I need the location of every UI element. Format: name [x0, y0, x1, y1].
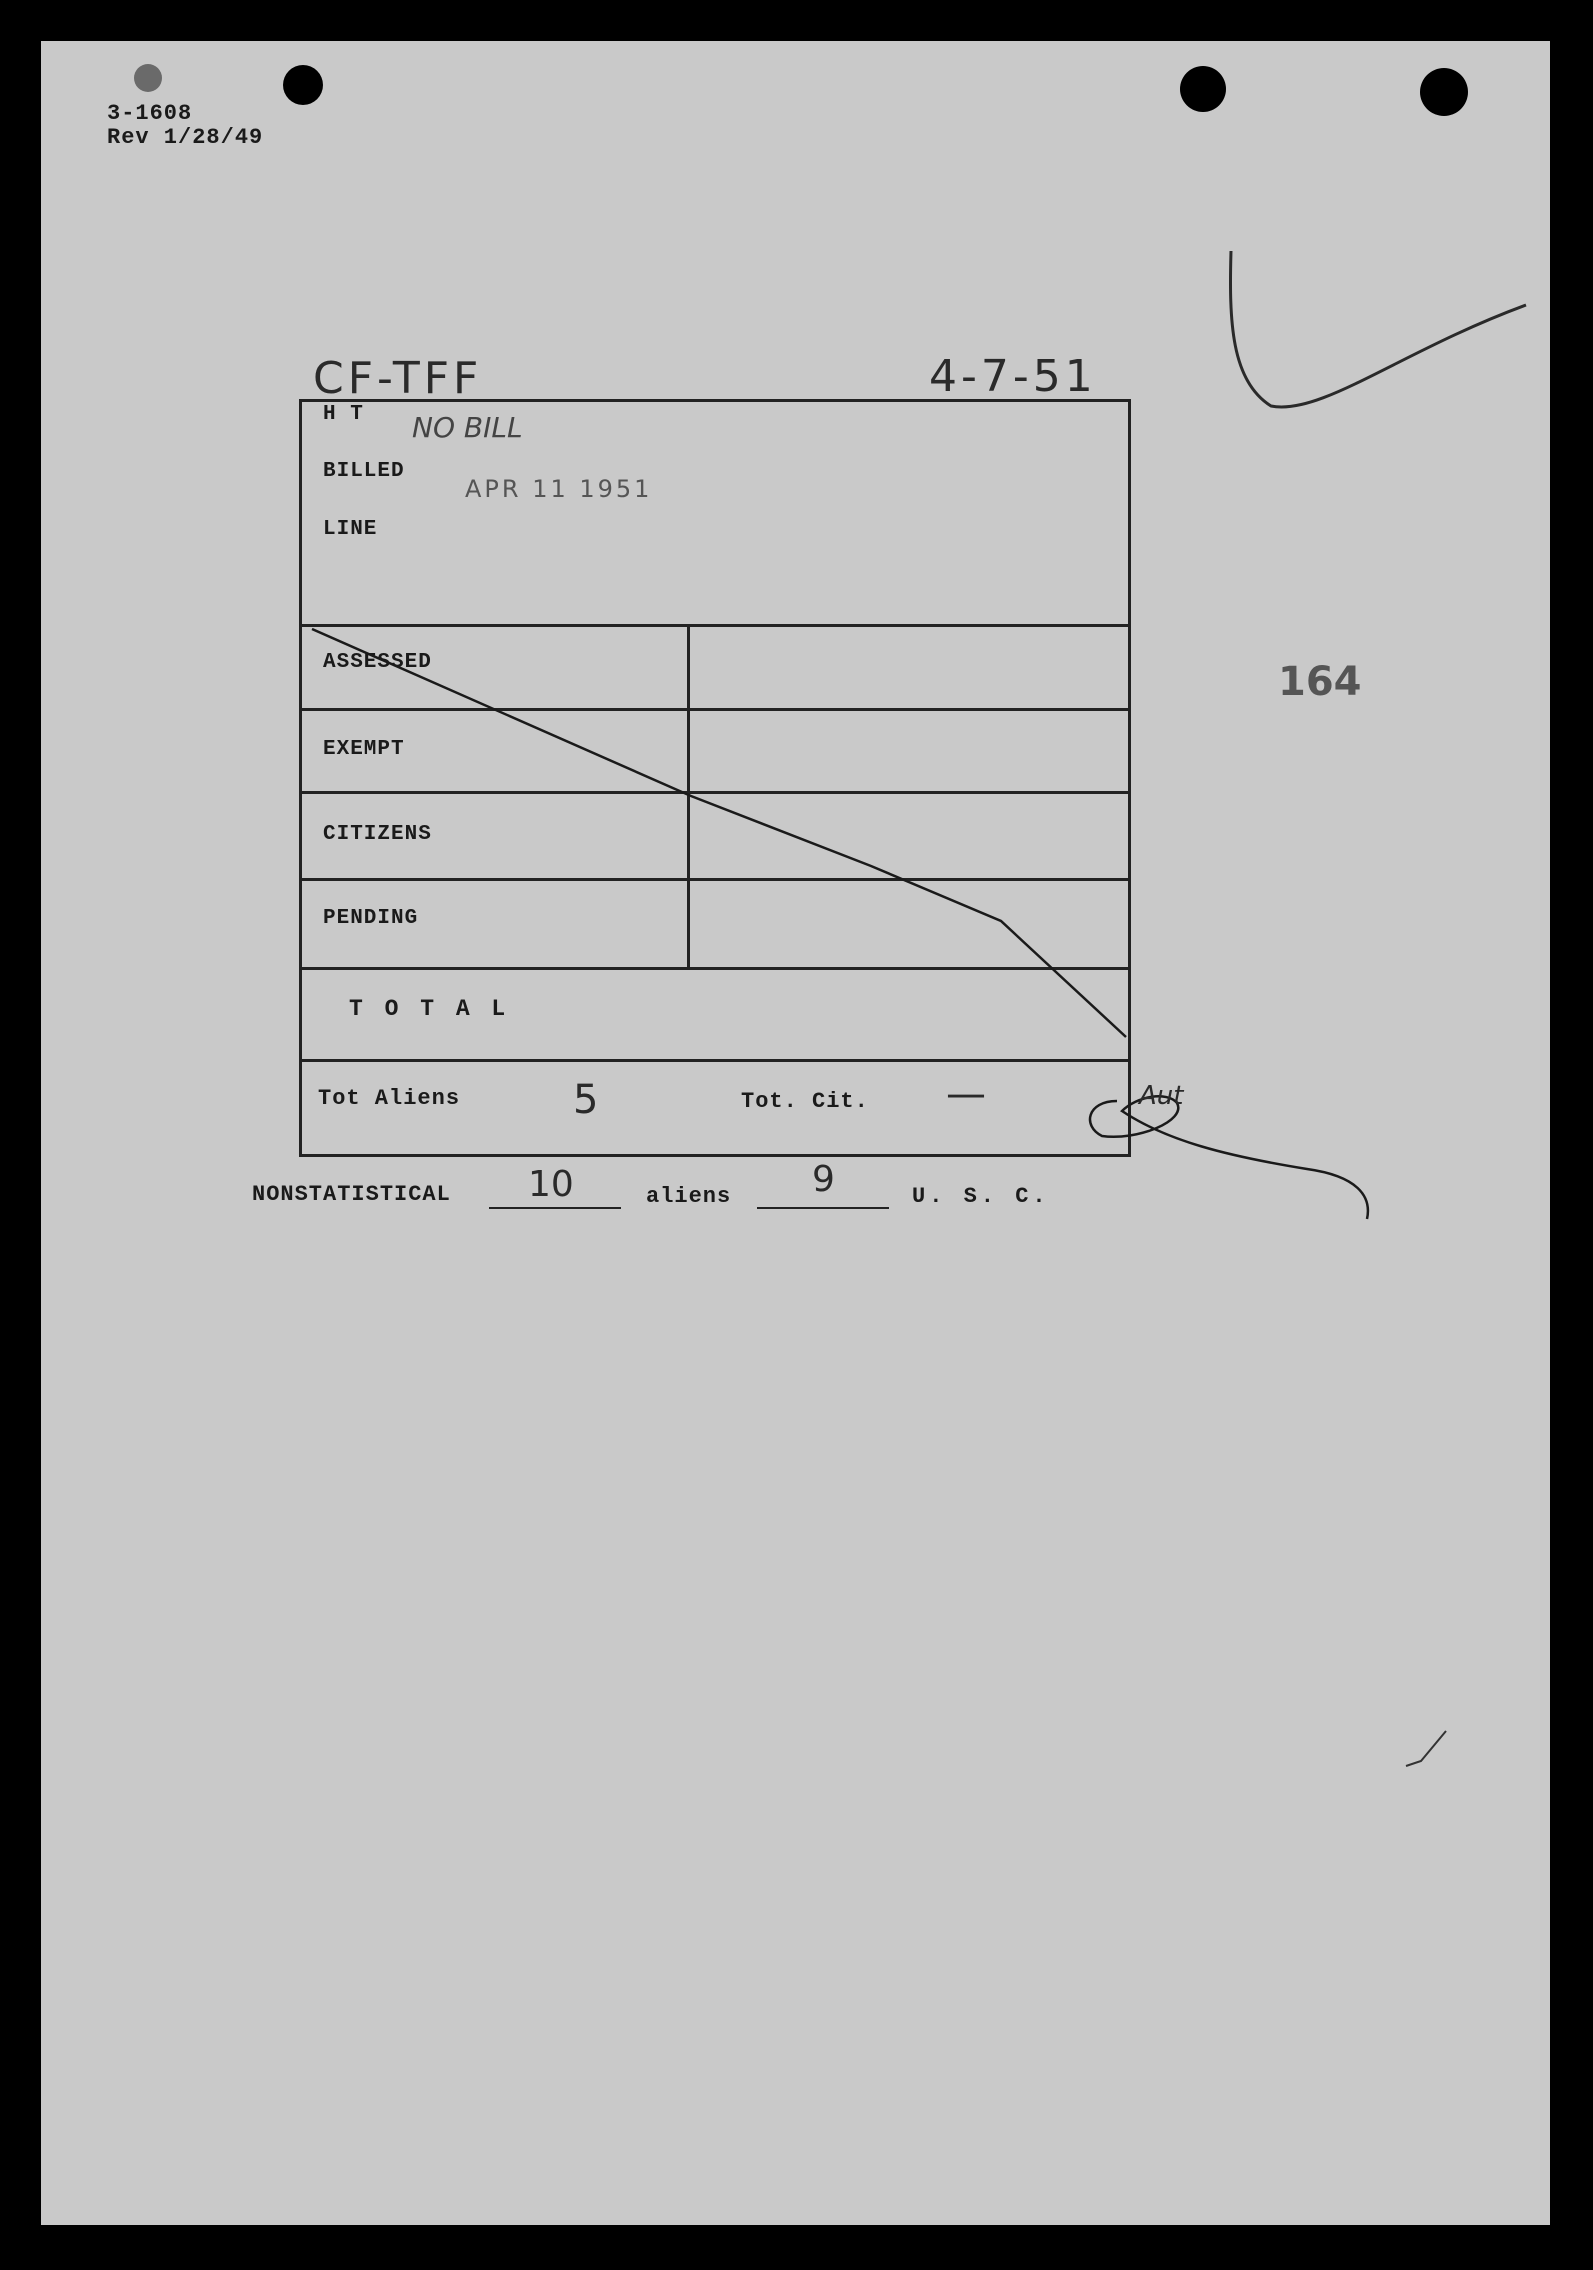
tot-aliens-value: 5 — [573, 1077, 599, 1123]
nonstat-usc-value: 9 — [812, 1159, 835, 1200]
tot-aliens-label: Tot Aliens — [318, 1086, 461, 1111]
row-label-ht: H T — [323, 403, 364, 426]
nonstatistical-label: NONSTATISTICAL — [252, 1182, 451, 1207]
nonstat-usc-label: U. S. C. — [912, 1184, 1050, 1209]
header-left-code: CF-TFF — [313, 353, 483, 404]
row-label-assessed: ASSESSED — [323, 651, 432, 674]
form-code: 3-1608 — [107, 101, 193, 126]
form-revision: Rev 1/28/49 — [107, 125, 264, 150]
aliens-underline — [489, 1207, 621, 1209]
nonstat-aliens-label: aliens — [646, 1184, 732, 1209]
header-date: 4-7-51 — [929, 351, 1097, 402]
initials-scrawl — [1077, 1081, 1417, 1271]
row-label-billed: BILLED — [323, 460, 405, 483]
nonstat-aliens-value: 10 — [528, 1164, 574, 1205]
page-number: 164 — [1278, 659, 1362, 705]
document-page — [41, 41, 1550, 2225]
stamp-no-bill: NO BILL — [412, 411, 523, 444]
usc-underline — [757, 1207, 889, 1209]
tot-cit-label: Tot. Cit. — [741, 1089, 869, 1114]
row-label-pending: PENDING — [323, 907, 419, 930]
initials: Aut — [1139, 1081, 1184, 1111]
stray-pencil-mark — [1401, 1721, 1461, 1791]
strike-through-line — [41, 41, 1550, 1241]
tot-cit-value: — — [946, 1071, 986, 1117]
stamp-date: APR 11 1951 — [465, 475, 653, 503]
row-label-citizens: CITIZENS — [323, 823, 432, 846]
row-label-exempt: EXEMPT — [323, 738, 405, 761]
row-label-line: LINE — [323, 518, 378, 541]
row-label-total: T O T A L — [349, 996, 510, 1022]
